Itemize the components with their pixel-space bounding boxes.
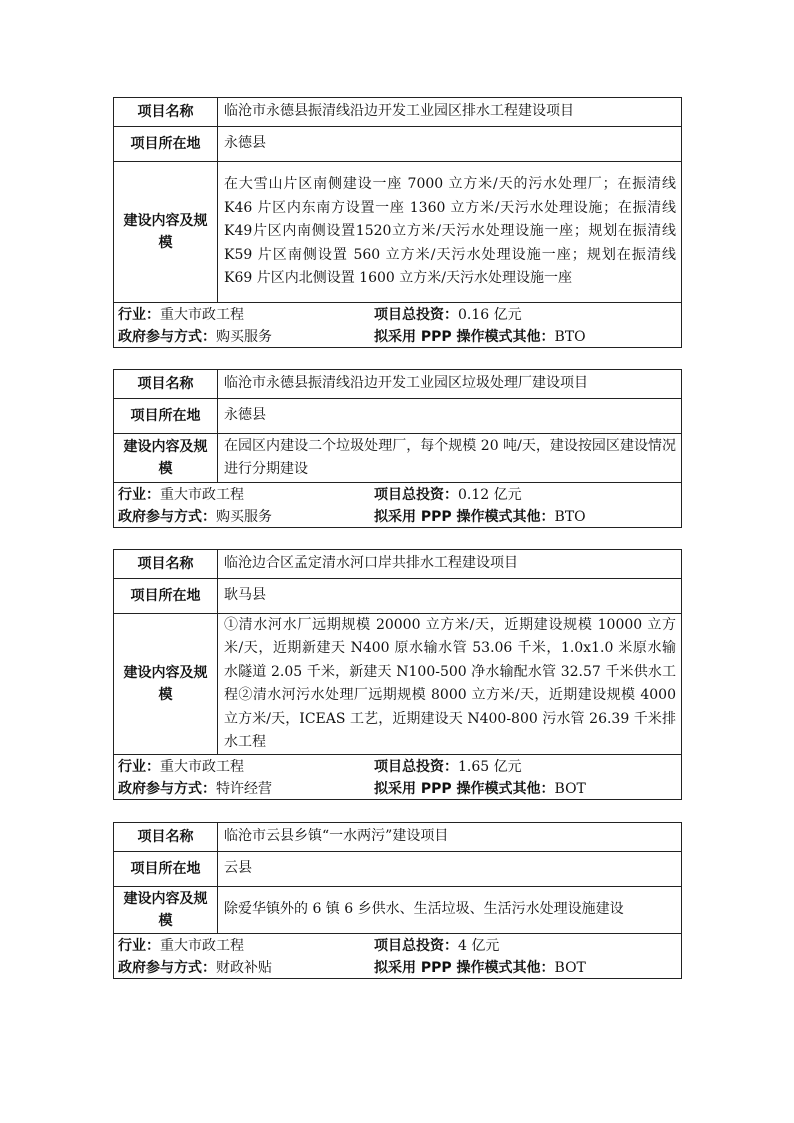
project-location-value: 永德县 bbox=[224, 407, 266, 424]
ppp-mode-label: 拟采用 PPP 操作模式其他： bbox=[374, 781, 555, 797]
gov-mode-label: 政府参与方式： bbox=[118, 781, 216, 797]
project-name-label: 项目名称 bbox=[114, 370, 218, 398]
project-location-label: 项目所在地 bbox=[114, 852, 218, 886]
project-content-label: 建设内容及规模 bbox=[114, 162, 218, 302]
project-card bbox=[113, 97, 682, 348]
ppp-mode-label: 拟采用 PPP 操作模式其他： bbox=[374, 509, 555, 525]
project-card bbox=[113, 822, 682, 979]
investment-value: 0.12 亿元 bbox=[458, 487, 522, 503]
investment-value: 4 亿元 bbox=[458, 938, 500, 954]
ppp-mode-value: BTO bbox=[554, 509, 586, 525]
gov-mode-value: 特许经营 bbox=[216, 781, 272, 797]
project-meta-row bbox=[114, 325, 681, 347]
project-location-row bbox=[114, 852, 681, 887]
project-name-row bbox=[114, 370, 681, 399]
investment-label: 项目总投资： bbox=[374, 759, 458, 775]
project-content-row bbox=[114, 162, 681, 303]
project-meta-row bbox=[114, 483, 681, 505]
project-location-label: 项目所在地 bbox=[114, 579, 218, 613]
gov-mode-label: 政府参与方式： bbox=[118, 329, 216, 345]
industry-value: 重大市政工程 bbox=[160, 938, 244, 954]
industry-label: 行业： bbox=[118, 759, 160, 775]
project-meta-row bbox=[114, 755, 681, 777]
gov-mode-value: 购买服务 bbox=[216, 329, 272, 345]
project-location-row bbox=[114, 399, 681, 434]
investment-label: 项目总投资： bbox=[374, 938, 458, 954]
industry-label: 行业： bbox=[118, 938, 160, 954]
project-name-value: 临沧市永德县振清线沿边开发工业园区排水工程建设项目 bbox=[224, 103, 574, 120]
project-content-value: 除爱华镇外的 6 镇 6 乡供水、生活垃圾、生活污水处理设施建设 bbox=[224, 901, 624, 918]
project-name-row bbox=[114, 550, 681, 579]
ppp-mode-value: BOT bbox=[554, 960, 586, 976]
project-location-value: 云县 bbox=[224, 860, 252, 877]
investment-label: 项目总投资： bbox=[374, 487, 458, 503]
ppp-mode-value: BTO bbox=[554, 329, 586, 345]
project-name-value: 临沧市永德县振清线沿边开发工业园区垃圾处理厂建设项目 bbox=[224, 375, 588, 392]
project-content-value: 在大雪山片区南侧建设一座 7000 立方米/天的污水处理厂；在振清线 K46 片区内东南方设置一座 1360 立方米/天污水处理设施；在振清线K49片区内南侧设置1520立方米/天污水处理设施一座；规划在振清线 K59 片区南侧设置 560 立方米/天污水处理设施一座；规划在振清线 K69 片区内北侧设置 1600 立方米/天污水处理设施一座 bbox=[224, 176, 676, 287]
project-content-label: 建设内容及规模 bbox=[114, 887, 218, 933]
project-meta-row bbox=[114, 777, 681, 799]
project-name-row bbox=[114, 98, 681, 127]
project-location-label: 项目所在地 bbox=[114, 127, 218, 161]
project-name-value: 临沧边合区孟定清水河口岸共排水工程建设项目 bbox=[224, 555, 518, 572]
project-content-row bbox=[114, 614, 681, 755]
project-content-row bbox=[114, 434, 681, 483]
project-location-value: 永德县 bbox=[224, 135, 266, 152]
project-location-value: 耿马县 bbox=[224, 587, 266, 604]
project-name-label: 项目名称 bbox=[114, 98, 218, 126]
gov-mode-value: 购买服务 bbox=[216, 509, 272, 525]
project-name-label: 项目名称 bbox=[114, 550, 218, 578]
industry-label: 行业： bbox=[118, 487, 160, 503]
investment-value: 1.65 亿元 bbox=[458, 759, 522, 775]
project-content-label: 建设内容及规模 bbox=[114, 434, 218, 482]
project-location-label: 项目所在地 bbox=[114, 399, 218, 433]
project-content-value: 在园区内建设二个垃圾处理厂，每个规模 20 吨/天，建设按园区建设情况进行分期建设 bbox=[224, 437, 676, 477]
project-meta-row bbox=[114, 934, 681, 956]
investment-label: 项目总投资： bbox=[374, 307, 458, 323]
project-card bbox=[113, 369, 682, 528]
ppp-mode-value: BOT bbox=[554, 781, 586, 797]
project-meta-row bbox=[114, 956, 681, 978]
project-name-value: 临沧市云县乡镇“一水两污”建设项目 bbox=[224, 828, 449, 845]
project-card bbox=[113, 549, 682, 800]
industry-label: 行业： bbox=[118, 307, 160, 323]
project-meta-row bbox=[114, 505, 681, 527]
project-content-label: 建设内容及规模 bbox=[114, 614, 218, 754]
gov-mode-label: 政府参与方式： bbox=[118, 960, 216, 976]
project-location-row bbox=[114, 579, 681, 614]
gov-mode-label: 政府参与方式： bbox=[118, 509, 216, 525]
ppp-mode-label: 拟采用 PPP 操作模式其他： bbox=[374, 960, 555, 976]
project-name-label: 项目名称 bbox=[114, 823, 218, 851]
project-content-row bbox=[114, 887, 681, 934]
industry-value: 重大市政工程 bbox=[160, 487, 244, 503]
ppp-mode-label: 拟采用 PPP 操作模式其他： bbox=[374, 329, 555, 345]
project-meta-row bbox=[114, 303, 681, 325]
industry-value: 重大市政工程 bbox=[160, 759, 244, 775]
project-content-value: ①清水河水厂远期规模 20000 立方米/天，近期建设规模 10000 立方米/天，近期新建天 N400 原水输水管 53.06 千米，1.0x1.0 米原水输水隧道 2.05 千米，新建天 N100-500 净水输配水管 32.57 千米供水工程②清水河污水处理厂远期规模 8000 立方米/天，近期建设规模 4000 立方米/天，ICEAS 工艺，近期建设天 N400-800 污水管 26.39 千米排水工程 bbox=[224, 616, 676, 750]
project-location-row bbox=[114, 127, 681, 162]
project-name-row bbox=[114, 823, 681, 852]
investment-value: 0.16 亿元 bbox=[458, 307, 522, 323]
gov-mode-value: 财政补贴 bbox=[216, 960, 272, 976]
industry-value: 重大市政工程 bbox=[160, 307, 244, 323]
